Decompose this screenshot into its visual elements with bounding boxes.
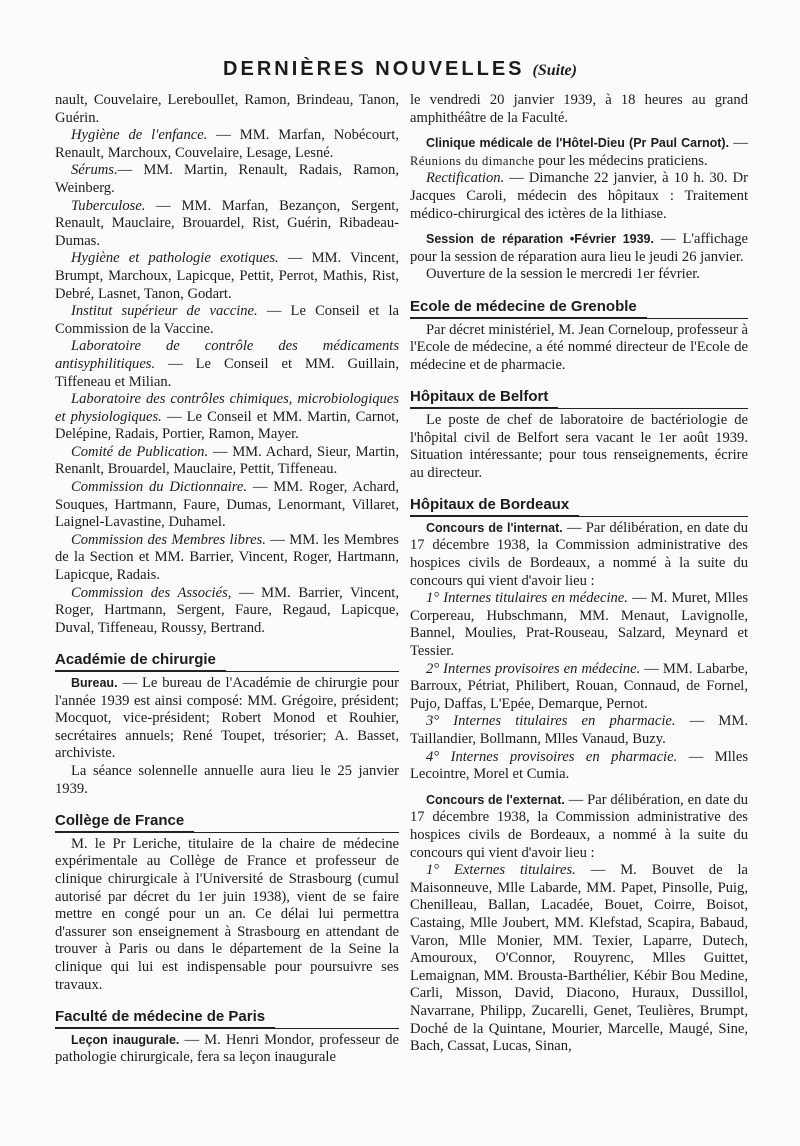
item-text: — M. Muret, Mlles Corpereau, Hubschmann, MM. Menaut, Lavignolle, Bannel, Moulies, Prat-Rouseau, Salzard, Meynard et Tessier. (410, 590, 749, 660)
item-text: — Le Conseil et MM. Martin, Carnot, Delépine, Radais, Portier, Ramon, Mayer. (55, 408, 399, 443)
item-text: — MM. Marfan, Bezançon, Sergent, Renault, Mauclaire, Brouardel, Rist, Guérin, Ribadeau-Dumas. (55, 197, 399, 249)
item-label: Sérums. (71, 162, 118, 179)
item-label: Hygiène de l'enfance. (71, 127, 208, 144)
section-title-academie: Académie de chirurgie (55, 651, 226, 671)
item-text: — Dimanche 22 janvier, à 10 h. 30. Dr Jacques Caroli, médecin des hôpitaux : Traitement médico-chirurgical des ictères de la lithiase. (410, 170, 748, 222)
item-label: Clinique médicale de l'Hôtel-Dieu (Pr Paul Carnot). (426, 136, 730, 151)
paragraph: nault, Couvelaire, Lereboullet, Ramon, Brindeau, Tanon, Guérin. (55, 92, 399, 126)
paragraph (55, 198, 399, 251)
page-header (0, 58, 800, 81)
paragraph (55, 479, 399, 532)
item-text: — Par délibération, en date du 17 décembre 1938, la Commission administrative des hospices civils de Bordeaux, a nommé à la suite du concours qui vient d'avoir lieu : (410, 791, 748, 861)
paragraph (55, 675, 399, 763)
section-rule (410, 408, 748, 409)
paragraph (55, 532, 399, 585)
section-title-bordeaux: Hôpitaux de Bordeaux (410, 496, 579, 516)
item-text: — Le Conseil et MM. Guillain, Tiffeneau et Milian. (55, 355, 399, 390)
section-rule (55, 1028, 399, 1029)
paragraph (55, 127, 399, 162)
item-label: Institut supérieur de vaccine. (71, 303, 258, 320)
item-label: Session de réparation •Février 1939. (426, 232, 654, 247)
page-title-suite: (Suite) (532, 62, 577, 79)
paragraph: Le poste de chef de laboratoire de bactériologie de l'hôpital civil de Belfort sera vacant le 1er août 1939. Situation intéressante; pour tous renseignements, écrire au directeur. (410, 411, 748, 481)
item-text: — MM. Achard, Sieur, Martin, Renanlt, Brouardel, Mauclaire, Pettit, Tiffeneau. (55, 443, 399, 478)
item-label: Commission du Dictionnaire. (71, 479, 248, 496)
item-label: 2° Internes provisoires en médecine. (426, 660, 641, 677)
item-label: Commission des Associés, (71, 584, 232, 601)
item-label: Bureau. (71, 676, 118, 690)
item-text: — M. Henri Mondor, professeur de pathologie chirurgicale, fera sa leçon inaugurale (55, 1031, 399, 1066)
section-rule (410, 318, 748, 319)
paragraph (410, 661, 748, 714)
paragraph (55, 338, 399, 391)
paragraph: La séance solennelle annuelle aura lieu le 25 janvier 1939. (55, 762, 399, 797)
item-text: — L'affichage pour la session de réparation aura lieu le jeudi 26 janvier. (410, 231, 748, 265)
paragraph (410, 749, 748, 784)
paragraph (410, 713, 748, 748)
paragraph (410, 792, 748, 862)
item-label: Laboratoire de contrôle des médicaments antisyphilitiques. (55, 338, 399, 372)
spacer (410, 223, 748, 231)
item-text: — MM. Vincent, Brumpt, Marchoux, Lapicque, Pettit, Perrot, Mathis, Rist, Debré, Lasnet, Tanon, Godart. (55, 250, 399, 302)
item-label: Leçon inaugurale. (71, 1032, 180, 1047)
item-text: — M. Bouvet de la Maisonneuve, Mlle Labarde, MM. Papet, Pinsolle, Puig, Chenilleau, Ballan, Lacadée, Bouet, Coirre, Boisot, Castaing, Mlle Joubert, MM. Klefstad, Scapira, Babaud, Varon, Mlle Monier, MM. Texier, Laparre, Dutech, Amouroux, O'Connor, Rouyrenc, Mlles Guittet, Lemaignan, MM. Brousta-Barthélier, Kébir Bou Medine, Carli, Misson, David, Diacono, Huraux, Dussillol, Navarrane, Philipp, Zucarelli, Genet, Teulières, Brumpt, Doché de la Quintane, Mourier, Marcelle, Maugé, Sine, Bach, Cassat, Lucas, Sinan, (410, 862, 748, 1055)
paragraph (55, 250, 399, 303)
section-rule (55, 832, 399, 833)
item-text: pour les médecins praticiens. (534, 152, 708, 169)
item-caps: Réunions du dimanche (410, 153, 535, 168)
item-label: 4° Internes provisoires en pharmacie. (426, 748, 678, 765)
paragraph (410, 862, 748, 1056)
paragraph: Par décret ministériel, M. Jean Corneloup, professeur à l'Ecole de médecine, a été nommé directeur de l'Ecole de médecine et de pharmacie. (410, 321, 748, 373)
item-text: — MM. Taillandier, Bollmann, Mlles Vanaud, Buzy. (410, 713, 748, 747)
item-label: Concours de l'internat. (426, 520, 563, 535)
item-text: — Le Conseil et la Commission de la Vaccine. (55, 303, 400, 337)
paragraph (55, 162, 399, 197)
paragraph (55, 391, 399, 444)
paragraph: M. le Pr Leriche, titulaire de la chaire de médecine expérimentale au Collège de France et professeur de clinique chirurgicale à l'Université de Strasbourg (cumul autorisé par décret du 1er juin 1938), vient de se faire mettre en congé pour un an. Ce délai lui permettra d'assurer son enseignement à Strasbourg en attendant de trouver à Paris ou dans le département de la Seine la clinique qui lui est indispensable pour poursuivre ses travaux. (55, 835, 399, 993)
paragraph (55, 585, 399, 638)
section-title-belfort: Hôpitaux de Belfort (410, 388, 558, 408)
item-label: 1° Externes titulaires. (426, 862, 576, 879)
item-label: Tuberculose. (71, 197, 146, 214)
item-label: Rectification. (426, 170, 505, 187)
section-title-grenoble: Ecole de médecine de Grenoble (410, 298, 647, 318)
section-rule (410, 516, 748, 517)
item-text: — Mlles Lecointre, Morel et Cumia. (410, 748, 748, 783)
paragraph (410, 231, 748, 266)
paragraph: le vendredi 20 janvier 1939, à 18 heures au grand amphithéâtre de la Faculté. (410, 92, 748, 126)
paragraph (410, 520, 748, 590)
item-text: — MM. Barrier, Vincent, Roger, Hartmann, Sergent, Faure, Regaud, Lapicque, Duval, Tiffeneau, Roussy, Bertrand. (55, 584, 399, 636)
right-column (410, 92, 748, 1056)
paragraph (410, 590, 748, 660)
item-label: Hygiène et pathologie exotiques. (71, 250, 279, 267)
item-text: — MM. Roger, Achard, Souques, Hartmann, Faure, Dumas, Lenormant, Villaret, Laignel-Lavastine, Duhamel. (55, 479, 399, 531)
paragraph: Clinique médicale de l'Hôtel-Dieu (Pr Paul Carnot). — Réunions du dimanche pour les médecins praticiens. (410, 135, 748, 169)
item-text: — MM. Labarbe, Barroux, Pétriat, Philibert, Rouan, Connaud, de Fornel, Pujo, Daffas, L'Epée, Demarque, Pernot. (410, 660, 748, 712)
page-title: DERNIÈRES NOUVELLES (223, 58, 525, 80)
paragraph (55, 1032, 399, 1067)
paragraph (410, 170, 748, 223)
item-label: Commission des Membres libres. (71, 531, 266, 548)
item-text: — MM. Martin, Renault, Radais, Ramon, Weinberg. (55, 162, 399, 196)
item-label: Comité de Publication. (71, 443, 209, 460)
paragraph: Ouverture de la session le mercredi 1er février. (426, 266, 700, 283)
spacer (410, 127, 748, 135)
item-text: — Le bureau de l'Académie de chirurgie pour l'année 1939 est ainsi composé: MM. Grégoire, président; Mocquot, vice-président; Robert Monod et Rouhier, secrétaires annuels; René Toupet, trésorier; A. Basset, archiviste. (55, 675, 399, 762)
item-text: — MM. les Membres de la Section et MM. Barrier, Vincent, Roger, Hartmann, Lapicque, Radais. (55, 531, 399, 584)
section-title-college: Collège de France (55, 812, 194, 832)
section-rule (55, 671, 399, 672)
item-text: — MM. Marfan, Nobécourt, Renault, Marchoux, Couvelaire, Lesage, Lesné. (55, 127, 399, 161)
item-text: — Par délibération, en date du 17 décembre 1938, la Commission administrative des hospices civils de Bordeaux, a nommé à la suite du concours qui vient d'avoir lieu : (410, 519, 748, 589)
item-label: 1° Internes titulaires en médecine. (426, 590, 628, 607)
item-label: Concours de l'externat. (426, 792, 565, 807)
item-label: 3° Internes titulaires en pharmacie. (426, 713, 676, 730)
section-title-faculte: Faculté de médecine de Paris (55, 1008, 275, 1028)
paragraph (55, 303, 399, 338)
spacer (410, 784, 748, 792)
left-column (55, 92, 399, 1067)
item-label: Laboratoire des contrôles chimiques, microbiologiques et physiologiques. (55, 391, 399, 425)
paragraph (55, 444, 399, 479)
